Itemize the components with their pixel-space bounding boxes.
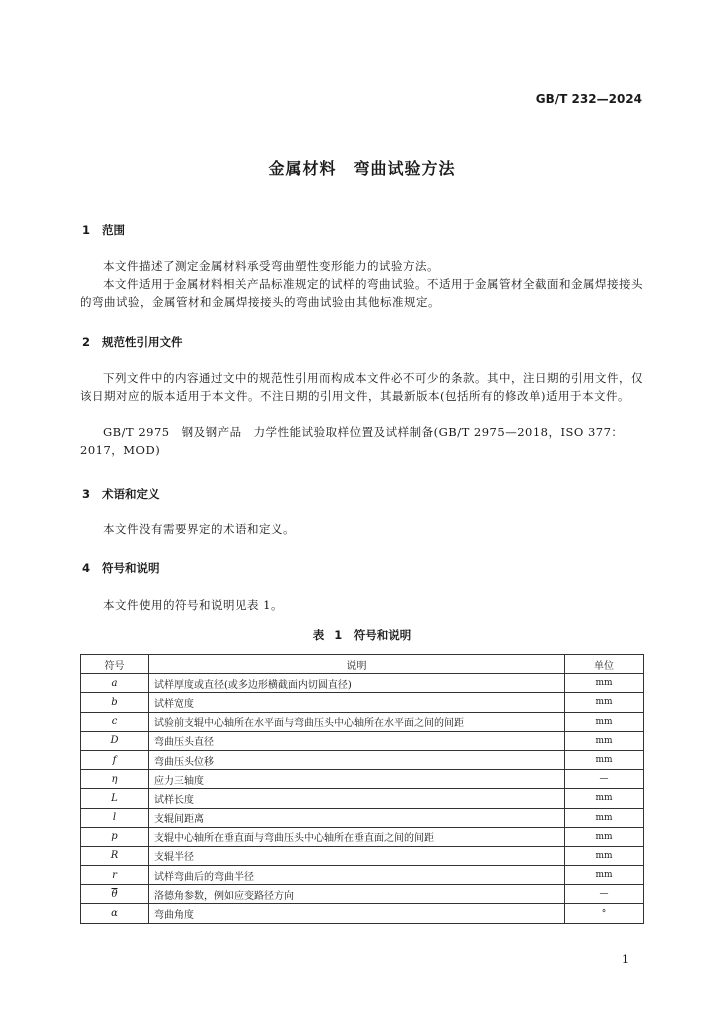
unit-cell: mm [565,808,644,827]
symbol-cell: α [81,904,149,923]
section-number: 2 [82,335,91,349]
symbol-cell: L [81,789,149,808]
description-cell: 试样厚度或直径(或多边形横截面内切圆直径) [149,674,565,693]
description-cell: 支辊间距离 [149,808,565,827]
description-cell: 应力三轴度 [149,770,565,789]
symbol-cell: r [81,866,149,885]
unit-cell: mm [565,789,644,808]
unit-cell: mm [565,693,644,712]
symbol-overbar: $\overline{\theta}$ [111,888,118,900]
table-caption: 表 1 符号和说明 [312,628,412,642]
header-unit: 单位 [565,655,644,674]
symbol-cell: p [81,827,149,846]
unit-cell: mm [565,674,644,693]
section-number: 3 [82,487,91,501]
table-row [81,827,644,846]
table-row [81,770,644,789]
description-cell: 试样弯曲后的弯曲半径 [149,866,565,885]
section-heading-scope [82,222,125,238]
section-number: 1 [82,223,91,237]
description-cell: 弯曲压头直径 [149,731,565,750]
symbol-cell: D [81,731,149,750]
table-row [81,866,644,885]
symbols-table [80,654,644,924]
header-description: 说明 [149,655,565,674]
unit-cell: — [565,885,644,904]
description-cell: 试样宽度 [149,693,565,712]
table-row [81,808,644,827]
table-header-row [81,655,644,674]
description-cell: 试验前支辊中心轴所在水平面与弯曲压头中心轴所在水平面之间的间距 [149,712,565,731]
section-heading-symbols [82,560,160,576]
table-row [81,846,644,865]
unit-cell: mm [565,866,644,885]
section-title: 术语和定义 [102,487,160,501]
description-cell: 弯曲压头位移 [149,750,565,769]
section-title: 符号和说明 [102,561,160,575]
table-row [81,904,644,923]
symbol-cell: η [81,770,149,789]
description-cell: 洛德角参数，例如应变路径方向 [149,885,565,904]
table-row [81,712,644,731]
unit-cell: mm [565,846,644,865]
header-symbol: 符号 [81,655,149,674]
unit-cell: mm [565,731,644,750]
section-heading-terms [82,486,160,502]
unit-cell: mm [565,827,644,846]
paragraph-refs-2: GB/T 2975 钢及钢产品 力学性能试验取样位置及试样制备(GB/T 2975—2018，ISO 377：2017，MOD) [80,425,624,457]
paragraph-refs-1: 下列文件中的内容通过文中的规范性引用而构成本文件必不可少的条款。其中，注日期的引用文件，仅该日期对应的版本适用于本文件。不注日期的引用文件，其最新版本(包括所有的修改单)适用于本文件。 [80,371,643,403]
symbol-cell: b [81,693,149,712]
document-title: 金属材料 弯曲试验方法 [268,159,456,178]
symbol-cell: a [81,674,149,693]
section-number: 4 [82,561,91,575]
section-title: 规范性引用文件 [102,335,183,349]
table-row [81,674,644,693]
paragraph-terms-1: 本文件没有需要界定的术语和定义。 [103,522,295,536]
unit-cell: — [565,770,644,789]
table-row [81,789,644,808]
table-row [81,885,644,904]
symbol-cell: l [81,808,149,827]
description-cell: 弯曲角度 [149,904,565,923]
paragraph-scope-2: 本文件适用于金属材料相关产品标准规定的试样的弯曲试验。不适用于金属管材全截面和金属焊接接头的弯曲试验，金属管材和金属焊接接头的弯曲试验由其他标准规定。 [80,277,643,309]
unit-cell: mm [565,750,644,769]
table-row [81,750,644,769]
symbol-cell: f [81,750,149,769]
unit-cell: ° [565,904,644,923]
page-number: 1 [622,953,629,966]
symbol-cell [81,885,149,904]
unit-cell: mm [565,712,644,731]
description-cell: 试样长度 [149,789,565,808]
section-title: 范围 [102,223,125,237]
paragraph-symbols-1: 本文件使用的符号和说明见表 1。 [103,598,283,612]
symbol-cell: c [81,712,149,731]
description-cell: 支辊中心轴所在垂直面与弯曲压头中心轴所在垂直面之间的间距 [149,827,565,846]
symbol-cell: R [81,846,149,865]
table-row [81,693,644,712]
description-cell: 支辊半径 [149,846,565,865]
section-heading-normative-references [82,334,183,350]
table-row [81,731,644,750]
standard-number: GB/T 232—2024 [535,92,642,106]
paragraph-scope-1: 本文件描述了测定金属材料承受弯曲塑性变形能力的试验方法。 [103,259,439,273]
